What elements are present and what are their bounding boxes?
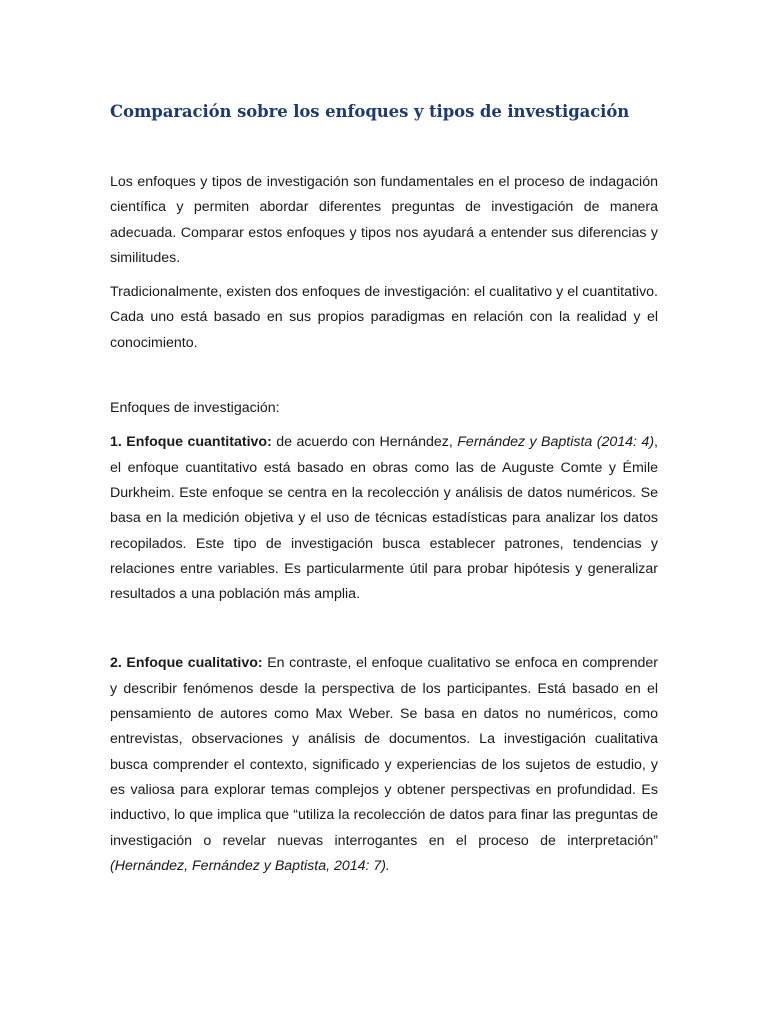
section-heading: Enfoques de investigación: [110, 400, 280, 417]
quantitative-citation: Fernández y Baptista (2014: 4) [457, 434, 655, 451]
qualitative-paragraph [110, 651, 658, 879]
intro-paragraph-2: Tradicionalmente, existen dos enfoques de investigación: el cualitativo y el cuantitativo. Cada uno está basado en sus propios paradigmas en relación con la realidad y el conocimiento. [110, 284, 658, 351]
document-page [110, 98, 658, 888]
intro-paragraph-1: Los enfoques y tipos de investigación son fundamentales en el proceso de indagación científica y permiten abordar diferentes preguntas de investigación de manera adecuada. Comparar estos enfoques y tipos nos ayudará a entender sus diferencias y similitudes. [110, 174, 658, 266]
qualitative-citation: (Hernández, Fernández y Baptista, 2014: 7). [110, 857, 390, 874]
quantitative-label: 1. Enfoque cuantitativo: [110, 434, 272, 451]
qualitative-text-a: En contraste, el enfoque cualitativo se enfoca en comprender y describir fenómenos desde la perspectiva de los participantes. Está basado en el pensamiento de autores como Max Weber. Se basa en datos no numéricos, como entrevistas, observaciones y análisis de documentos. La investigación cualitativa busca comprender el contexto, significado y experiencias de los sujetos de estudio, y es valiosa para explorar temas complejos y obtener perspectivas en profundidad. Es inductivo, lo que implica que “utiliza la recolección de datos para finar las preguntas de investigación o revelar nuevas interrogantes en el proceso de interpretación” [110, 655, 659, 849]
quantitative-paragraph [110, 430, 658, 607]
quantitative-text-a: de acuerdo con Hernández, [271, 434, 458, 451]
document-title: Comparación sobre los enfoques y tipos de investigación [110, 102, 630, 121]
quantitative-text-b: , el enfoque cuantitativo está basado en obras como las de Auguste Comte y Émile Durkheim. Este enfoque se centra en la recolección y análisis de datos numéricos. Se basa en la medición objetiva y el uso de técnicas estadísticas para analizar los datos recopilados. Este tipo de investigación busca establecer patrones, tendencias y relaciones entre variables. Es particularmente útil para probar hipótesis y generalizar resultados a una población más amplia. [110, 434, 658, 603]
qualitative-label: 2. Enfoque cualitativo: [110, 655, 263, 672]
